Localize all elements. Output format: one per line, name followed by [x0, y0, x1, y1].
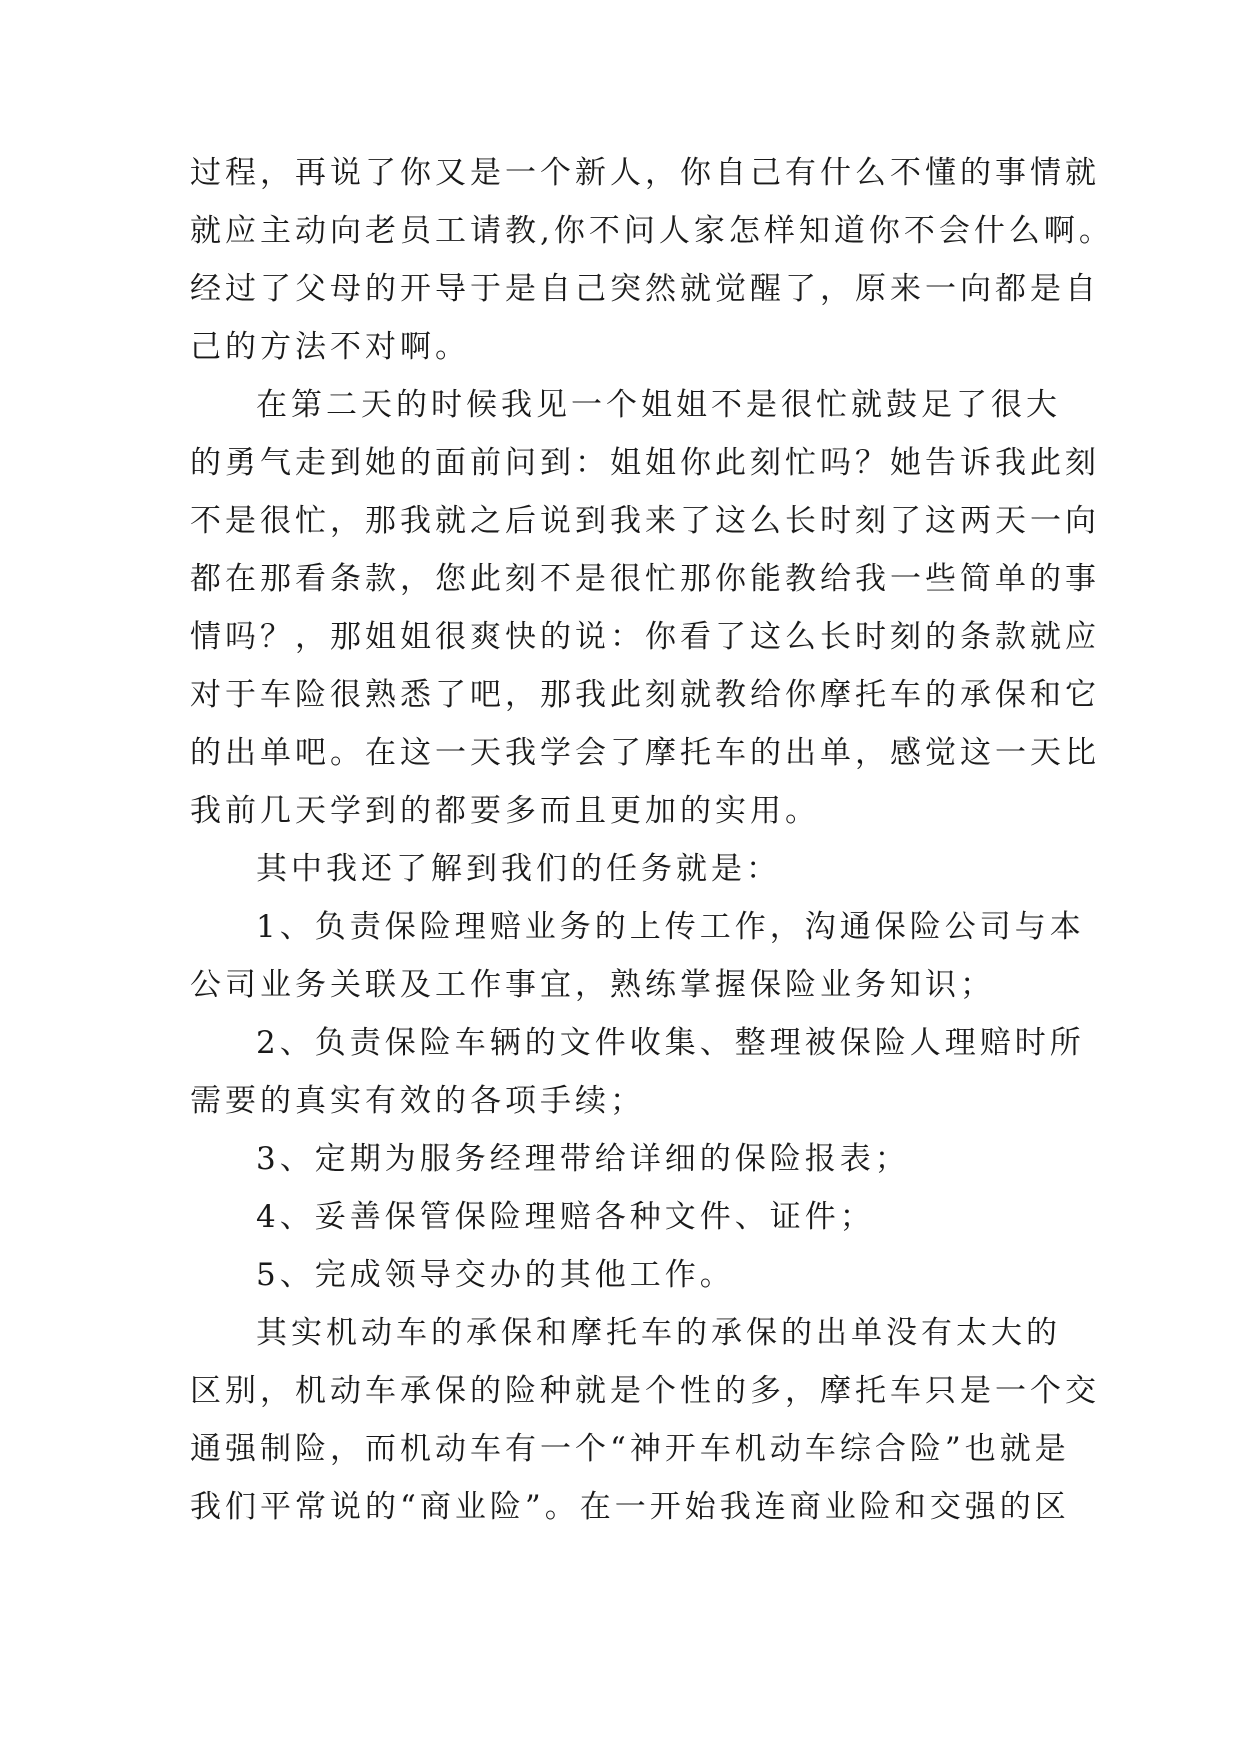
text-line: 通强制险，而机动车有一个“神开车机动车综合险”也就是	[190, 1431, 1070, 1467]
paragraph-start: 在第二天的时候我见一个姐姐不是很忙就鼓足了很大	[256, 387, 1061, 423]
text-line: 经过了父母的开导于是自己突然就觉醒了，原来一向都是自	[190, 271, 1100, 307]
list-item: 5、完成领导交办的其他工作。	[256, 1257, 735, 1293]
text-line: 公司业务关联及工作事宜，熟练掌握保险业务知识；	[190, 967, 995, 1003]
text-line: 情吗？，那姐姐很爽快的说：你看了这么长时刻的条款就应	[190, 619, 1100, 655]
text-line: 就应主动向老员工请教,你不问人家怎样知道你不会什么啊。	[190, 213, 1114, 249]
paragraph-start: 其实机动车的承保和摩托车的承保的出单没有太大的	[256, 1315, 1061, 1351]
text-line: 我们平常说的“商业险”。在一开始我连商业险和交强的区	[190, 1489, 1070, 1525]
text-line: 都在那看条款，您此刻不是很忙那你能教给我一些简单的事	[190, 561, 1100, 597]
list-item: 3、定期为服务经理带给详细的保险报表；	[256, 1141, 910, 1177]
text-line: 需要的真实有效的各项手续；	[190, 1083, 645, 1119]
text-line: 对于车险很熟悉了吧，那我此刻就教给你摩托车的承保和它	[190, 677, 1100, 713]
text-line: 的出单吧。在这一天我学会了摩托车的出单，感觉这一天比	[190, 735, 1100, 771]
text-line: 过程，再说了你又是一个新人，你自己有什么不懂的事情就	[190, 155, 1100, 191]
list-item: 2、负责保险车辆的文件收集、整理被保险人理赔时所	[256, 1025, 1085, 1061]
text-line: 我前几天学到的都要多而且更加的实用。	[190, 793, 820, 829]
list-item: 4、妥善保管保险理赔各种文件、证件；	[256, 1199, 875, 1235]
paragraph-start: 其中我还了解到我们的任务就是：	[256, 851, 781, 887]
text-line: 己的方法不对啊。	[190, 329, 470, 365]
text-line: 区别，机动车承保的险种就是个性的多，摩托车只是一个交	[190, 1373, 1100, 1409]
list-item: 1、负责保险理赔业务的上传工作，沟通保险公司与本	[256, 909, 1085, 945]
text-line: 的勇气走到她的面前问到：姐姐你此刻忙吗？她告诉我此刻	[190, 445, 1100, 481]
text-line: 不是很忙，那我就之后说到我来了这么长时刻了这两天一向	[190, 503, 1100, 539]
